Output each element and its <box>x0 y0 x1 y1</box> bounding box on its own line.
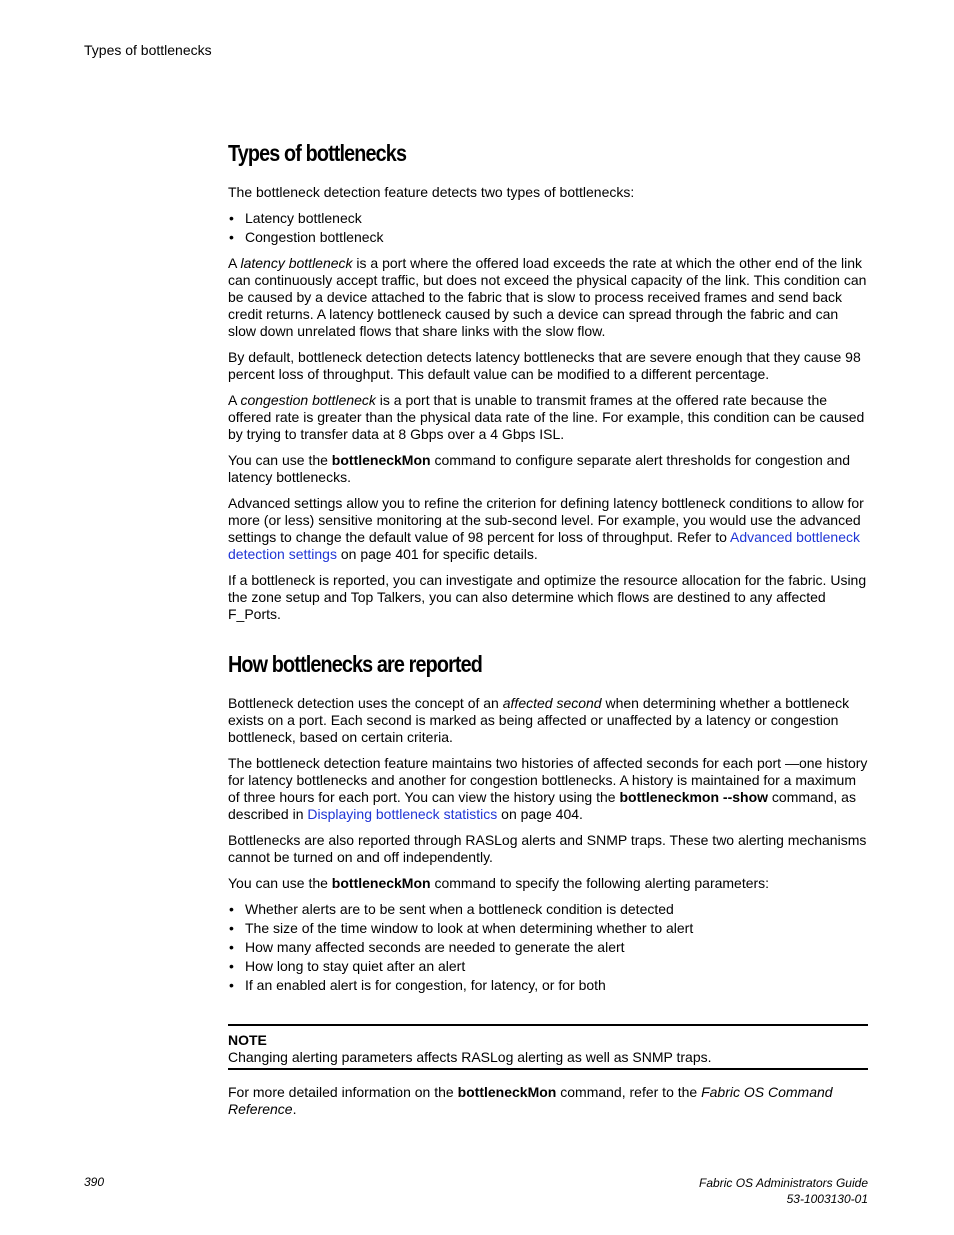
note-body: Changing alerting parameters affects RASLog alerting as well as SNMP traps. <box>228 1049 712 1065</box>
list-item: • Whether alerts are to be sent when a bottleneck condition is detected <box>228 901 868 918</box>
doc-title: Fabric OS Administrators Guide <box>699 1176 868 1190</box>
term-congestion-bottleneck: congestion bottleneck <box>240 392 376 408</box>
list-item: • Congestion bottleneck <box>228 229 868 246</box>
command-name: bottleneckMon <box>331 452 431 468</box>
section-title-reported: How bottlenecks are reported <box>228 651 483 677</box>
note-box <box>228 1024 868 1070</box>
page-number: 390 <box>84 1175 105 1189</box>
command-name: bottleneckMon <box>457 1084 557 1100</box>
paragraph-latency: A latency bottleneck is a port where the offered load exceeds the rate at which the other end of the link can continuously accept traffic, but does not exceed the physical capacity of the link. This condition can be caused by a device attached to the fabric that is slow to process received frames and send back credit returns. A latency bottleneck caused by such a device can spread through the fabric and can slow down unrelated flows that share links with the slow flow. <box>228 255 867 339</box>
paragraph-intro: The bottleneck detection feature detects two types of bottlenecks: <box>228 184 635 200</box>
main-content <box>228 138 868 1127</box>
list-item: • The size of the time window to look at when determining whether to alert <box>228 920 868 937</box>
list-item: • If an enabled alert is for congestion, for latency, or for both <box>228 977 868 994</box>
reference-title: Fabric OS Command Reference <box>228 1084 833 1117</box>
bottleneck-types-list <box>228 210 868 246</box>
alerting-parameters-list <box>228 901 868 994</box>
link-displaying-statistics[interactable]: Displaying bottleneck statistics <box>307 806 498 822</box>
paragraph-reference: For more detailed information on the bottleneckMon command, refer to the Fabric OS Command Reference. <box>228 1084 833 1117</box>
note-title: NOTE <box>228 1032 267 1048</box>
command-name: bottleneckMon <box>331 875 431 891</box>
paragraph-raslog: Bottlenecks are also reported through RASLog alerts and SNMP traps. These two alerting mechanisms cannot be turned on and off independently. <box>228 832 867 865</box>
paragraph-alert-command: You can use the bottleneckMon command to specify the following alerting parameters: <box>228 875 770 891</box>
paragraph-investigate: If a bottleneck is reported, you can investigate and optimize the resource allocation for the fabric. Using the zone setup and Top Talkers, you can also determine which flows are destined to any affected F_Ports. <box>228 572 867 622</box>
doc-number: 53-1003130-01 <box>786 1192 868 1206</box>
paragraph-default: By default, bottleneck detection detects latency bottlenecks that are severe enough that they cause 98 percent loss of throughput. This default value can be modified to a different percentage. <box>228 349 861 382</box>
footer-doc-info <box>699 1175 868 1207</box>
paragraph-affected-second: Bottleneck detection uses the concept of an affected second when determining whether a bottleneck exists on a port. Each second is marked as being affected or unaffected by a latency or congestion bottleneck, based on certain criteria. <box>228 695 850 745</box>
list-item: • Latency bottleneck <box>228 210 868 227</box>
term-latency-bottleneck: latency bottleneck <box>240 255 353 271</box>
command-name: bottleneckmon --show <box>619 789 769 805</box>
link-advanced-settings[interactable]: Advanced bottleneck detection settings <box>228 529 860 562</box>
list-item: • How long to stay quiet after an alert <box>228 958 868 975</box>
section-title-types: Types of bottlenecks <box>228 140 407 166</box>
term-affected-second: affected second <box>502 695 602 711</box>
list-item: • How many affected seconds are needed to generate the alert <box>228 939 868 956</box>
running-head: Types of bottlenecks <box>84 42 212 58</box>
paragraph-congestion: A congestion bottleneck is a port that is unable to transmit frames at the offered rate because the offered rate is greater than the physical data rate of the line. For example, this condition can be caused by trying to transfer data at 8 Gbps over a 4 Gbps ISL. <box>228 392 865 442</box>
paragraph-advanced: Advanced settings allow you to refine the criterion for defining latency bottleneck conditions to allow for more (or less) sensitive monitoring at the sub-second level. For example, you would use the advanced settings to change the default value of 98 percent for loss of throughput. Refer to Advanced bottleneck detection settings on page 401 for specific details. <box>228 495 864 562</box>
paragraph-histories: The bottleneck detection feature maintains two histories of affected seconds for each port —one history for latency bottlenecks and another for congestion bottlenecks. A history is maintained for a maximum of three hours for each port. You can view the history using the bottleneckmon --show command, as described in Displaying bottleneck statistics on page 404. <box>228 755 868 822</box>
paragraph-command: You can use the bottleneckMon command to configure separate alert thresholds for congestion and latency bottlenecks. <box>228 452 851 485</box>
